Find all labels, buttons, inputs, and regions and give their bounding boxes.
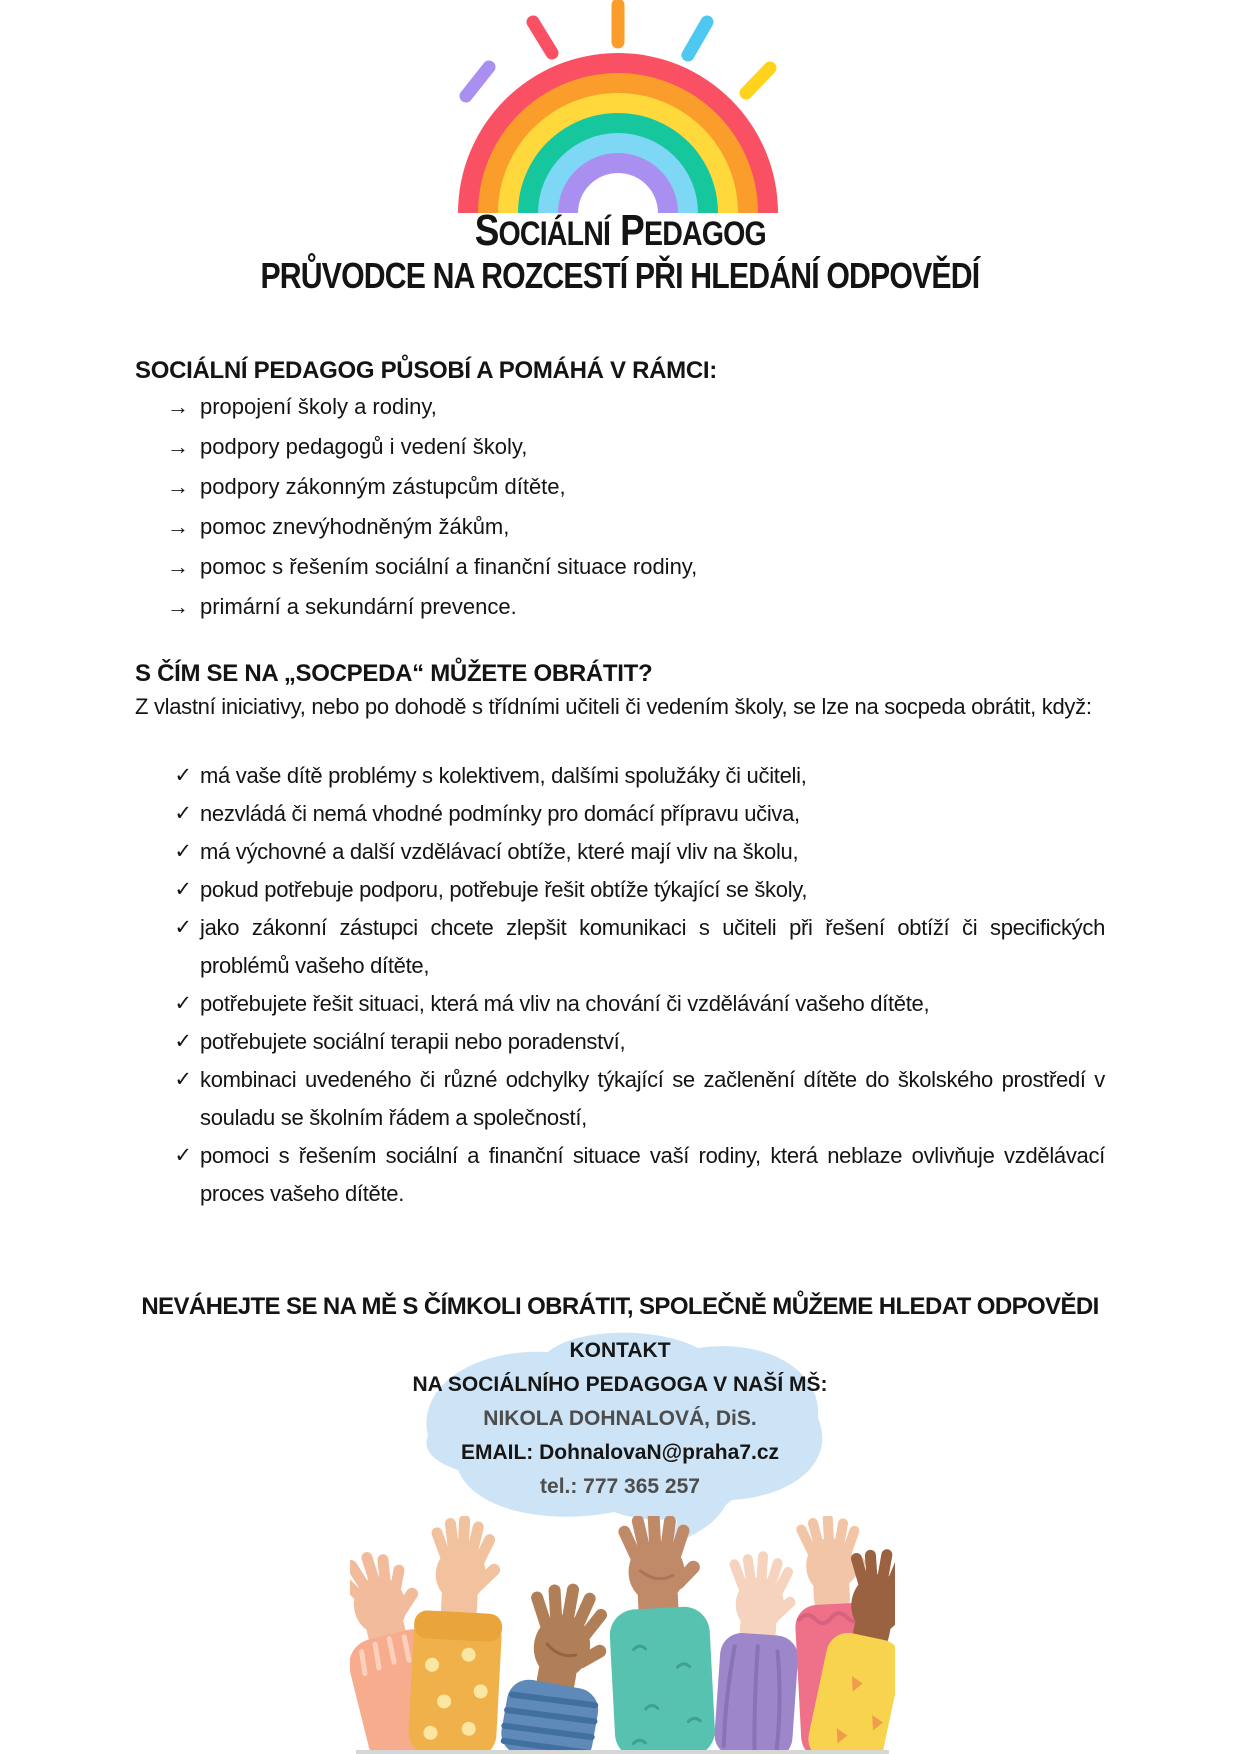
list-item-text: má vaše dítě problémy s kolektivem, dalšími spolužáky či učiteli, — [200, 763, 807, 788]
title-part: EDAGOG — [643, 215, 766, 253]
list-item-text: podpory zákonným zástupcům dítěte, — [200, 474, 566, 499]
title-part: S — [474, 206, 499, 255]
hand-arm-2 — [407, 1518, 507, 1752]
arrow-bullet-icon: → — [167, 594, 189, 619]
arrow-bullet-icon: → — [167, 474, 189, 499]
page-subtitle: PRŮVODCE NA ROZCESTÍ PŘI HLEDÁNÍ ODPOVĚDÍ — [260, 255, 980, 296]
role-list — [135, 387, 1105, 627]
list-item-text: pomoc znevýhodněným žákům, — [200, 514, 510, 539]
arrow-bullet-icon: → — [167, 554, 189, 579]
arrow-bullet-icon: → — [167, 514, 189, 539]
hands-svg — [350, 1516, 895, 1752]
list-item — [135, 1023, 1105, 1061]
arrow-bullet-icon: → — [167, 394, 189, 419]
arrow-bullet-icon: → — [167, 434, 189, 459]
section-help-heading: S ČÍM SE NA „SOCPEDA“ MŮŽETE OBRÁTIT? — [135, 660, 653, 687]
check-icon: ✓ — [174, 992, 192, 1015]
list-item-text: primární a sekundární prevence. — [200, 594, 517, 619]
rainbow-logo — [448, 0, 788, 216]
ray-red — [533, 22, 552, 53]
check-icon: ✓ — [174, 802, 192, 825]
list-item-text: podpory pedagogů i vedení školy, — [200, 434, 528, 459]
ray-yellow — [746, 68, 770, 93]
list-item — [135, 833, 1105, 871]
hand-arm-4 — [604, 1516, 716, 1752]
closing-banner: NEVÁHEJTE SE NA MĚ S ČÍMKOLI OBRÁTIT, SPOLEČNĚ MŮŽEME HLEDAT ODPOVĚDI — [141, 1293, 1099, 1320]
list-item — [135, 909, 1105, 985]
rainbow-arc — [458, 53, 778, 213]
contact-name: NIKOLA DOHNALOVÁ, DiS. — [483, 1407, 757, 1430]
list-item-text: pomoci s řešením sociální a finanční situace vaší rodiny, která neblaze ovlivňuje vzdělávací proces vašeho dítěte. — [200, 1143, 1105, 1206]
list-item — [135, 467, 1105, 507]
list-item — [135, 1137, 1105, 1213]
list-item-text: potřebujete řešit situaci, která má vliv na chování či vzdělávání vašeho dítěte, — [200, 991, 930, 1016]
contact-heading: KONTAKT — [569, 1339, 671, 1362]
list-item — [135, 427, 1105, 467]
list-item — [135, 507, 1105, 547]
list-item — [135, 387, 1105, 427]
check-icon: ✓ — [174, 840, 192, 863]
list-item-text: nezvládá či nemá vhodné podmínky pro domácí přípravu učiva, — [200, 801, 800, 826]
check-icon: ✓ — [174, 1144, 192, 1167]
check-icon: ✓ — [174, 916, 192, 939]
help-list — [135, 757, 1105, 1213]
list-item-text: má výchovné a další vzdělávací obtíže, které mají vliv na školu, — [200, 839, 799, 864]
list-item-text: propojení školy a rodiny, — [200, 394, 437, 419]
list-item — [135, 985, 1105, 1023]
children-hands-illustration — [350, 1516, 895, 1752]
title-part: OCIÁLNÍ — [498, 215, 610, 253]
check-icon: ✓ — [174, 764, 192, 787]
list-item — [135, 587, 1105, 627]
check-icon: ✓ — [174, 1030, 192, 1053]
list-item — [135, 871, 1105, 909]
check-icon: ✓ — [174, 878, 192, 901]
list-item-text: pokud potřebuje podporu, potřebuje řešit obtíže týkající se školy, — [200, 877, 808, 902]
ray-purple — [466, 67, 489, 96]
hand-arm-5 — [713, 1554, 805, 1752]
check-icon: ✓ — [174, 1068, 192, 1091]
list-item — [135, 547, 1105, 587]
list-item — [135, 795, 1105, 833]
ray-cyan — [688, 22, 707, 55]
list-item — [135, 1061, 1105, 1137]
hand-arm-3 — [498, 1582, 618, 1752]
contact-subheading: NA SOCIÁLNÍHO PEDAGOGA V NAŠÍ MŠ: — [412, 1373, 828, 1396]
list-item — [135, 757, 1105, 795]
illustration-bottom-edge — [356, 1750, 889, 1754]
help-intro: Z vlastní iniciativy, nebo po dohodě s třídními učiteli či vedením školy, se lze na socpeda obrátit, když: — [135, 694, 1092, 719]
section-role-heading: SOCIÁLNÍ PEDAGOG PŮSOBÍ A POMÁHÁ V RÁMCI: — [135, 357, 717, 384]
list-item-text: pomoc s řešením sociální a finanční situace rodiny, — [200, 554, 698, 579]
title-part: P — [619, 206, 644, 255]
contact-email: EMAIL: DohnalovaN@praha7.cz — [460, 1441, 780, 1464]
contact-block — [0, 1334, 1240, 1504]
list-item-text: jako zákonní zástupci chcete zlepšit komunikaci s učiteli při řešení obtíží či specifických problémů vašeho dítěte, — [200, 915, 1105, 978]
list-item-text: kombinaci uvedeného či různé odchylky týkající se začlenění dítěte do školského prostředí v souladu se školním řádem a společností, — [200, 1067, 1105, 1130]
contact-phone: tel.: 777 365 257 — [540, 1475, 700, 1498]
list-item-text: potřebujete sociální terapii nebo poradenství, — [200, 1029, 626, 1054]
